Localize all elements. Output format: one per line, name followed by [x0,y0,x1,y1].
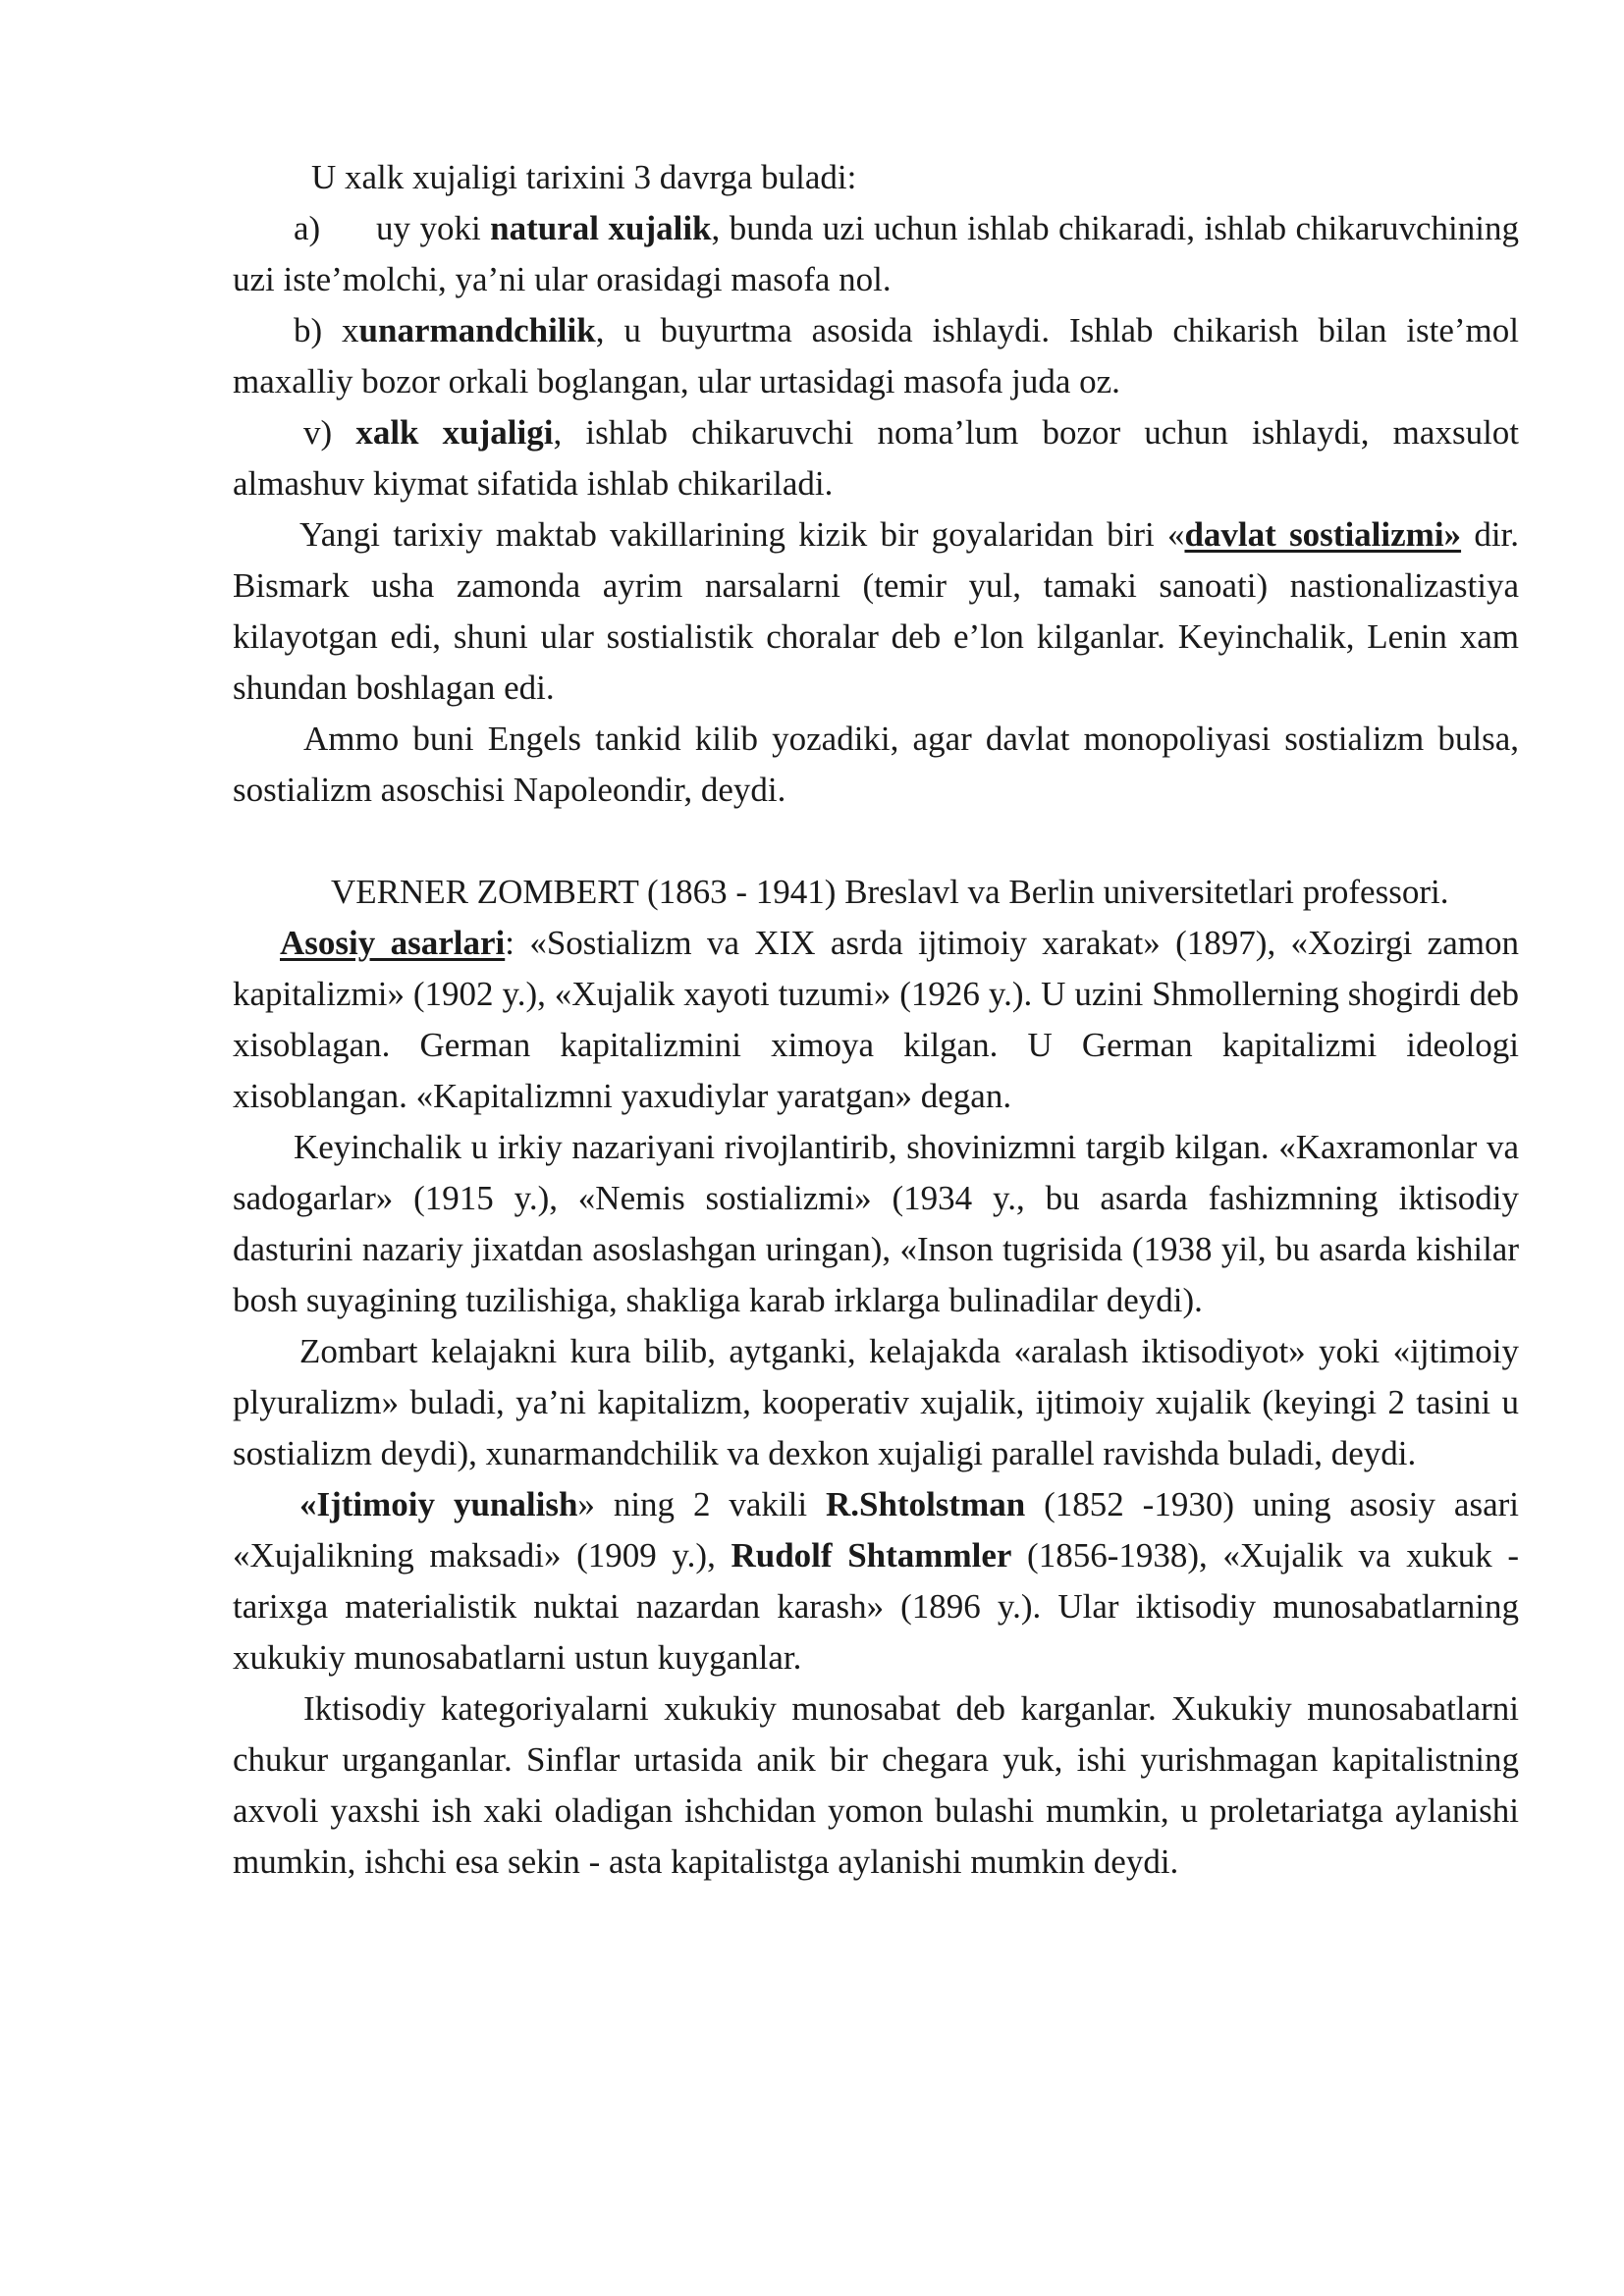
paragraph-item-a [233,203,1519,305]
item-v-text: , ishlab chikaruvchi noma’lum bozor uchun ishlaydi, maxsulot almashuv kiymat sifatida ishlab chikariladi. [233,413,1520,503]
ijtimoiy-text-2: (1852 -1930) uning asosiy asari «Xujalikning maksadi» (1909 y.), [233,1485,1519,1575]
item-b-term: unarmandchilik [358,311,596,349]
paragraph-ijtimoiy-yunalish [233,1479,1519,1683]
blank-line [233,816,1519,867]
ijtimoiy-text-3: (1856-1938), «Xujalik va xukuk - tarixga materialistik nuktai nazardan karash» (1896 y.). Ular iktisodiy munosabatlarning xukukiy munosabatlarni ustun kuyganlar. [233,1536,1519,1677]
item-b-lead: b) x [294,311,359,349]
ijtimoiy-yunalish-term: «Ijtimoiy yunalish [299,1485,578,1523]
shtammler-name: Rudolf Shtammler [731,1536,1012,1575]
paragraph-asosiy-asarlari [233,918,1519,1122]
item-b-text: , u buyurtma asosida ishlaydi. Ishlab chikarish bilan iste’mol maxalliy bozor orkali boglangan, ular urtasidagi masofa juda oz. [233,311,1520,400]
document-page [233,152,1519,1888]
asosiy-asarlari-term: Asosiy asarlari [280,924,506,962]
paragraph-item-b [233,305,1519,407]
item-a-lead: a) uy yoki [294,209,491,247]
shtolstman-name: R.Shtolstman [825,1485,1026,1523]
davlat-lead: Yangi tarixiy maktab vakillarining kizik bir goyalaridan biri « [299,515,1185,554]
item-a-text: , bunda uzi uchun ishlab chikaradi, ishlab chikaruvchining uzi iste’molchi, ya’ni ular orasidagi masofa nol. [233,209,1519,298]
asosiy-asarlari-text: : «Sostializm va XIX asrda ijtimoiy xarakat» (1897), «Xozirgi zamon kapitalizmi» (1902 y.), «Xujalik xayoti tuzumi» (1926 y.). U uzini Shmollerning shogirdi deb xisoblagan. German kapitalizmini ximoya kilgan. U German kapitalizmi ideologi xisoblangan. «Kapitalizmni yaxudiylar yaratgan» degan. [233,924,1519,1115]
item-a-term: natural xujalik [490,209,712,247]
paragraph-engels: Ammo buni Engels tankid kilib yozadiki, agar davlat monopoliyasi sostializm bulsa, sostializm asoschisi Napoleondir, deydi. [233,720,1519,809]
paragraph-iktisodiy-kategoriyalar: Iktisodiy kategoriyalarni xukukiy munosabat deb karganlar. Xukukiy munosabatlarni chukur urganganlar. Sinflar urtasida anik bir chegara yuk, ishi yurishmagan kapitalistning axvoli yaxshi ish xaki oladigan ishchidan yomon bulashi mumkin, u proletariatga aylanishi mumkin, ishchi esa sekin - asta kapitalistga aylanishi mumkin deydi. [233,1689,1519,1881]
paragraph-item-v [233,407,1519,509]
paragraph-davlat-sostializmi [233,509,1519,714]
davlat-sostializmi-term: davlat sostializmi» [1184,515,1462,554]
paragraph-zombert-heading: VERNER ZOMBERT (1863 - 1941) Breslavl va Berlin universitetlari professori. [331,873,1449,911]
item-v-lead: v) [303,413,356,452]
paragraph-keyinchalik: Keyinchalik u irkiy nazariyani rivojlantirib, shovinizmni targib kilgan. «Kaxramonlar va sadogarlar» (1915 y.), «Nemis sostializmi» (1934 y., bu asarda fashizmning iktisodiy dasturini nazariy jixatdan asoslashgan uringan), «Inson tugrisida (1938 yil, bu asarda kishilar bosh suyagining tuzilishiga, shakliga karab irklarga bulinadilar deydi). [233,1128,1519,1319]
paragraph-intro: U xalk xujaligi tarixini 3 davrga buladi: [311,158,857,196]
ijtimoiy-text-1: » ning 2 vakili [577,1485,826,1523]
paragraph-kelajak: Zombart kelajakni kura bilib, aytganki, kelajakda «aralash iktisodiyot» yoki «ijtimoiy plyuralizm» buladi, ya’ni kapitalizm, kooperativ xujalik, ijtimoiy xujalik (keyingi 2 tasini u sostializm deydi), xunarmandchilik va dexkon xujaligi parallel ravishda buladi, deydi. [233,1332,1519,1472]
item-v-term: xalk xujaligi [355,413,554,452]
davlat-text: dir. Bismark usha zamonda ayrim narsalarni (temir yul, tamaki sanoati) nastionalizastiya kilayotgan edi, shuni ular sostialistik choralar deb e’lon kilganlar. Keyinchalik, Lenin xam shundan boshlagan edi. [233,515,1520,707]
